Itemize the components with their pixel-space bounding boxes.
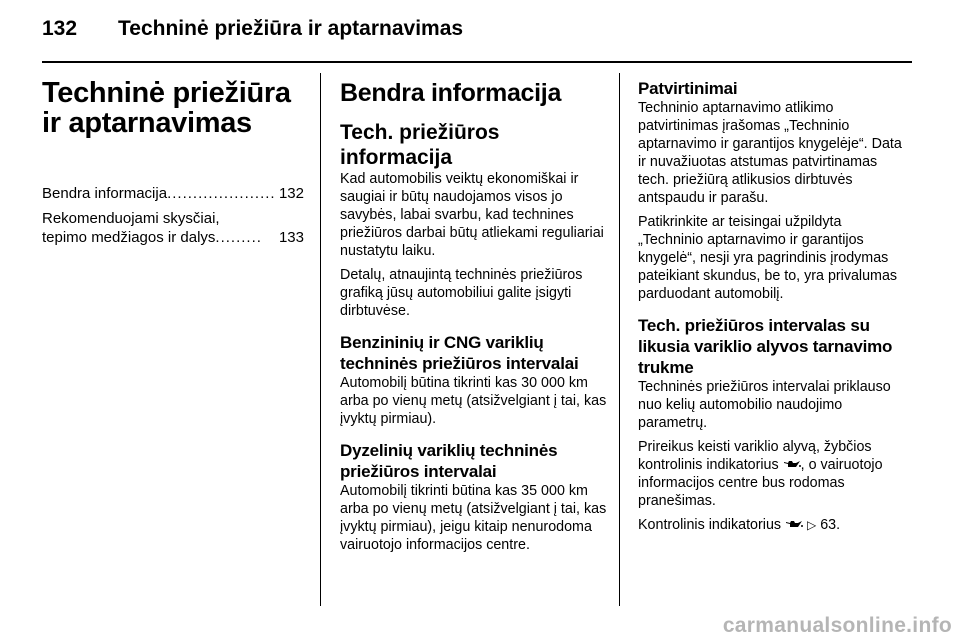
paragraph: Automobilį tikrinti būtina kas 35 000 km arba po vienų metų (atsižvelgiant į tai, kas įvyktų pirmiau), jeigu kitaip nenurodoma vairuotojo informacijos centre. [340, 483, 607, 553]
paragraph: Kad automobilis veiktų ekonomiškai ir saugiai ir būtų naudojamos visos jo savybės, labai svarbu, kad technines priežiūros darbai būtų atliekami reguliariai nustatytu laiku. [340, 171, 604, 259]
petrol-intervals-heading: Benzininių ir CNG variklių techninės priežiūros intervalai [340, 333, 579, 373]
paragraph-text: Kontrolinis indikatorius [638, 517, 782, 533]
paragraph-text: , [800, 457, 805, 473]
toc-dots: ......... [215, 229, 262, 246]
toc-page-number: 133 [278, 229, 304, 246]
oil-can-icon [785, 519, 803, 530]
running-title: Techninė priežiūra ir aptarnavimas [118, 17, 464, 40]
oil-life-heading: Tech. priežiūros intervalas su likusia variklio alyvos tarnavimo trukme [638, 316, 893, 377]
toc-entry-text: Rekomenduojami skysčiai, [42, 210, 220, 227]
chapter-column [42, 78, 304, 253]
page-reference-arrow-icon: ▷ [807, 518, 817, 532]
paragraph: Patikrinkite ar teisingai užpildyta „Techninio aptarnavimo ir garantijos knygelė“, nesji yra pagrindinis įrodymas pateikiant skundus, be to, yra privalumas parduodant automobilį. [638, 214, 898, 302]
paragraph: Techninės priežiūros intervalai priklauso nuo kelių automobilio naudojimo parametrų. [638, 379, 891, 431]
paragraph: Detalų, atnaujintą techninės priežiūros grafiką jūsų automobiliui galite įsigyti dirbtuvėse. [340, 267, 583, 319]
running-header [42, 12, 912, 46]
chapter-title: Techninė priežiūra ir aptarnavimas [42, 77, 291, 139]
toc-dots: ..................... [167, 185, 276, 202]
subsection-title: Tech. priežiūros informacija [340, 121, 500, 169]
confirmations-column [638, 78, 908, 534]
paragraph [638, 516, 908, 534]
confirmations-heading: Patvirtinimai [638, 79, 738, 98]
table-of-contents [42, 184, 304, 247]
toc-entry[interactable] [42, 209, 304, 247]
paragraph [638, 438, 908, 510]
paragraph-text: o vairuotojo informacijos centre bus rodomas pranešimas. [638, 457, 883, 509]
page-reference[interactable]: 63. [820, 517, 841, 533]
section-title: Bendra informacija [340, 79, 562, 107]
diesel-intervals-heading: Dyzelinių variklių techninės priežiūros intervalai [340, 441, 558, 481]
header-rule [42, 61, 912, 63]
toc-entry-text: Bendra informacija [42, 185, 168, 202]
toc-entry-text: tepimo medžiagos ir dalys [42, 229, 216, 246]
column-divider-2 [619, 73, 620, 606]
paragraph-text: Prireikus keisti variklio alyvą, žybčios kontrolinis indikatorius [638, 439, 872, 473]
toc-page-number: 132 [278, 185, 304, 202]
toc-entry[interactable] [42, 184, 304, 203]
page-number: 132 [42, 17, 78, 40]
general-info-column [340, 78, 610, 554]
paragraph: Techninio aptarnavimo atlikimo patvirtinimas įrašomas „Techninio aptarnavimo ir garantijos knygelėje“. Data ir nuvažiuotas atstumas patvirtinamas tech. priežiūrą atlikusios dirbtuvės antspaudu ir parašu. [638, 100, 902, 206]
paragraph: Automobilį būtina tikrinti kas 30 000 km arba po vienų metų (atsižvelgiant į tai, kas įvyktų pirmiau). [340, 375, 607, 427]
watermark: carmanualsonline.info [722, 614, 952, 637]
column-divider-1 [320, 73, 321, 606]
oil-can-icon [783, 459, 801, 470]
